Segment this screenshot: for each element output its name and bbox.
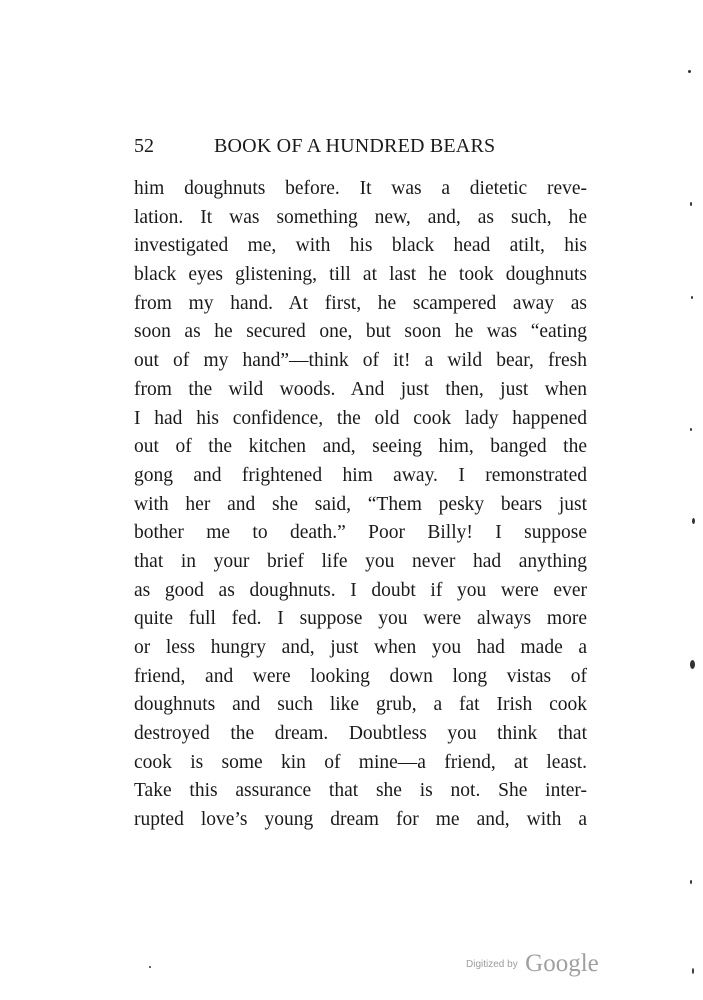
- scan-speck: [690, 428, 692, 431]
- scan-speck: [149, 966, 151, 968]
- text-line: Take this assurance that she is not. She inter-: [134, 780, 587, 802]
- running-head: [134, 132, 594, 160]
- running-title: BOOK OF A HUNDRED BEARS: [214, 135, 496, 157]
- text-line: with her and she said, “Them pesky bears just: [134, 493, 587, 515]
- text-line: black eyes glistening, till at last he took doughnuts: [134, 264, 587, 286]
- scan-speck: [688, 70, 691, 73]
- text-line: as good as doughnuts. I doubt if you were ever: [134, 579, 587, 601]
- text-line: him doughnuts before. It was a dietetic reve-: [134, 178, 587, 199]
- text-line: from my hand. At first, he scampered away as: [134, 292, 587, 314]
- text-line: quite full fed. I suppose you were always more: [134, 608, 587, 630]
- text-line: investigated me, with his black head atilt, his: [134, 235, 587, 257]
- text-line: lation. It was something new, and, as such, he: [134, 206, 587, 228]
- body-text: [134, 175, 587, 835]
- scan-speck: [690, 660, 695, 669]
- text-line: destroyed the dream. Doubtless you think that: [134, 723, 587, 745]
- scan-speck: [692, 968, 694, 974]
- text-line: doughnuts and such like grub, a fat Irish cook: [134, 694, 587, 716]
- digitized-watermark: [466, 950, 599, 984]
- text-line: I had his confidence, the old cook lady happened: [134, 407, 587, 429]
- text-line: out of my hand”—think of it! a wild bear, fresh: [134, 350, 587, 372]
- scan-speck: [690, 880, 692, 884]
- scan-speck: [690, 202, 692, 206]
- text-line: gong and frightened him away. I remonstrated: [134, 464, 587, 486]
- text-line: from the wild woods. And just then, just when: [134, 378, 587, 400]
- scan-speck: [691, 296, 693, 299]
- watermark-prefix: Digitized by: [466, 958, 518, 970]
- scan-speck: [692, 518, 695, 524]
- page-number: 52: [134, 135, 154, 157]
- google-logo-text: Google: [525, 950, 599, 977]
- text-line: friend, and were looking down long vistas of: [134, 665, 587, 687]
- text-line: soon as he secured one, but soon he was “eating: [134, 321, 587, 343]
- text-line: that in your brief life you never had anything: [134, 550, 587, 572]
- text-line: rupted love’s young dream for me and, with a: [134, 809, 587, 831]
- text-line: out of the kitchen and, seeing him, banged the: [134, 436, 587, 458]
- text-line: cook is some kin of mine—a friend, at least.: [134, 751, 587, 773]
- text-line: bother me to death.” Poor Billy! I suppose: [134, 522, 587, 544]
- text-line: or less hungry and, just when you had made a: [134, 637, 587, 658]
